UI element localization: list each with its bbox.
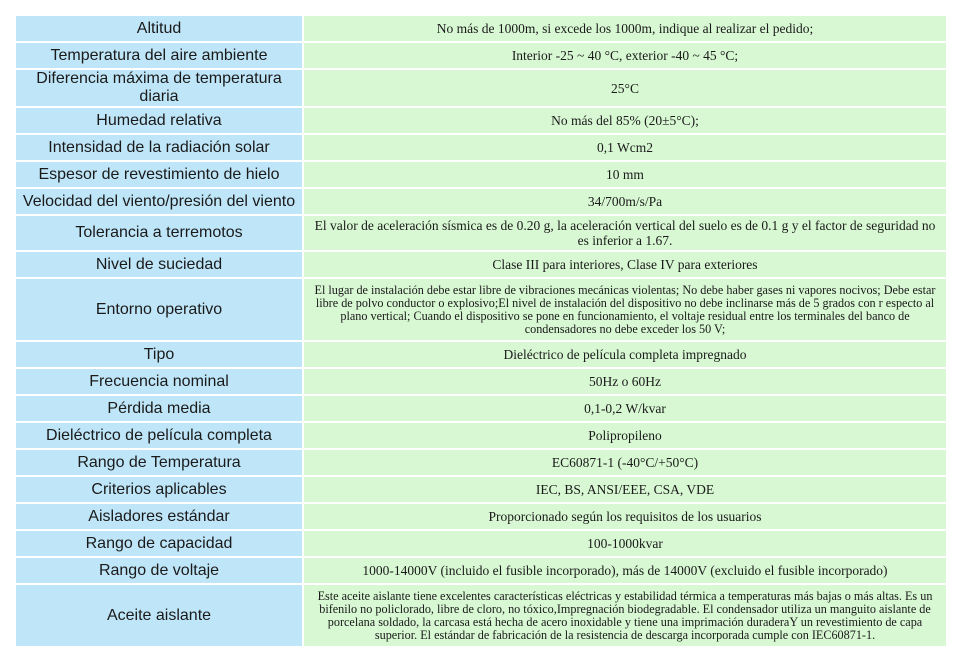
table-row [15,368,947,395]
row-label-voltage-range: Rango de voltaje [15,557,303,584]
row-label-solar-radiation: Intensidad de la radiación solar [15,134,303,161]
row-label-wind-speed: Velocidad del viento/presión del viento [15,188,303,215]
row-label-capacity-range: Rango de capacidad [15,530,303,557]
row-label-altitude: Altitud [15,15,303,42]
table-row [15,188,947,215]
row-value-altitude: No más de 1000m, si excede los 1000m, indique al realizar el pedido; [303,15,947,42]
row-value-daily-temperature-difference: 25°C [303,69,947,107]
row-value-wind-speed: 34/700m/s/Pa [303,188,947,215]
row-value-film-dielectric: Polipropileno [303,422,947,449]
row-label-ice-coating: Espesor de revestimiento de hielo [15,161,303,188]
table-row [15,42,947,69]
row-value-relative-humidity: No más del 85% (20±5°C); [303,107,947,134]
table-row [15,557,947,584]
row-value-ice-coating: 10 mm [303,161,947,188]
table-row [15,395,947,422]
row-label-standard-insulators: Aisladores estándar [15,503,303,530]
row-label-ambient-temperature: Temperatura del aire ambiente [15,42,303,69]
row-value-insulating-oil: Este aceite aislante tiene excelentes características eléctricas y estabilidad térmica a temperaturas más bajas o más altas. Es un bifenilo no policlorado, libre de cloro, no tóxico,Impregnación biodegradable. El condensador utiliza un manguito aislante de porcelana soldado, la carcasa está hecha de acero inoxidable y tiene una imprimación duraderaY un revestimiento de capa superior. El estándar de fabricación de la resistencia de descarga incorporada cumple con IEC60871-1. [303,584,947,647]
row-value-average-loss: 0,1-0,2 W/kvar [303,395,947,422]
row-label-type: Tipo [15,341,303,368]
row-value-ambient-temperature: Interior -25 ~ 40 °C, exterior -40 ~ 45 °C; [303,42,947,69]
row-label-applicable-criteria: Criterios aplicables [15,476,303,503]
specifications-table [14,14,948,648]
table-row [15,476,947,503]
row-value-capacity-range: 100-1000kvar [303,530,947,557]
table-row [15,161,947,188]
row-value-rated-frequency: 50Hz o 60Hz [303,368,947,395]
row-value-applicable-criteria: IEC, BS, ANSI/EEE, CSA, VDE [303,476,947,503]
row-value-operating-environment: El lugar de instalación debe estar libre de vibraciones mecánicas violentas; No debe haber gases ni vapores nocivos; Debe estar libre de polvo conductor o explosivo;El nivel de instalación del dispositivo no debe inclinarse más de 5 grados con r especto al plano vertical; Cuando el dispositivo se pone en funcionamiento, el voltaje residual entre los terminales del banco de condensadores no debe exceder los 50 V; [303,278,947,341]
row-label-average-loss: Pérdida media [15,395,303,422]
table-row [15,584,947,647]
table-row [15,530,947,557]
row-label-earthquake-tolerance: Tolerancia a terremotos [15,215,303,251]
table-row [15,503,947,530]
table-row [15,422,947,449]
table-row [15,278,947,341]
row-label-insulating-oil: Aceite aislante [15,584,303,647]
row-label-operating-environment: Entorno operativo [15,278,303,341]
row-value-type: Dieléctrico de película completa impregnado [303,341,947,368]
row-value-solar-radiation: 0,1 Wcm2 [303,134,947,161]
row-value-voltage-range: 1000-14000V (incluido el fusible incorporado), más de 14000V (excluido el fusible incorporado) [303,557,947,584]
row-label-pollution-level: Nivel de suciedad [15,251,303,278]
row-value-earthquake-tolerance: El valor de aceleración sísmica es de 0.20 g, la aceleración vertical del suelo es de 0.1 g y el factor de seguridad no es inferior a 1.67. [303,215,947,251]
table-row [15,449,947,476]
row-value-standard-insulators: Proporcionado según los requisitos de los usuarios [303,503,947,530]
row-label-temperature-range: Rango de Temperatura [15,449,303,476]
row-label-film-dielectric: Dieléctrico de película completa [15,422,303,449]
table-row [15,341,947,368]
table-row [15,15,947,42]
table-row [15,251,947,278]
row-value-temperature-range: EC60871-1 (-40°C/+50°C) [303,449,947,476]
row-value-pollution-level: Clase III para interiores, Clase IV para exteriores [303,251,947,278]
row-label-daily-temperature-difference: Diferencia máxima de temperatura diaria [15,69,303,107]
table-row [15,107,947,134]
table-row [15,69,947,107]
row-label-rated-frequency: Frecuencia nominal [15,368,303,395]
table-row [15,134,947,161]
row-label-relative-humidity: Humedad relativa [15,107,303,134]
table-row [15,215,947,251]
